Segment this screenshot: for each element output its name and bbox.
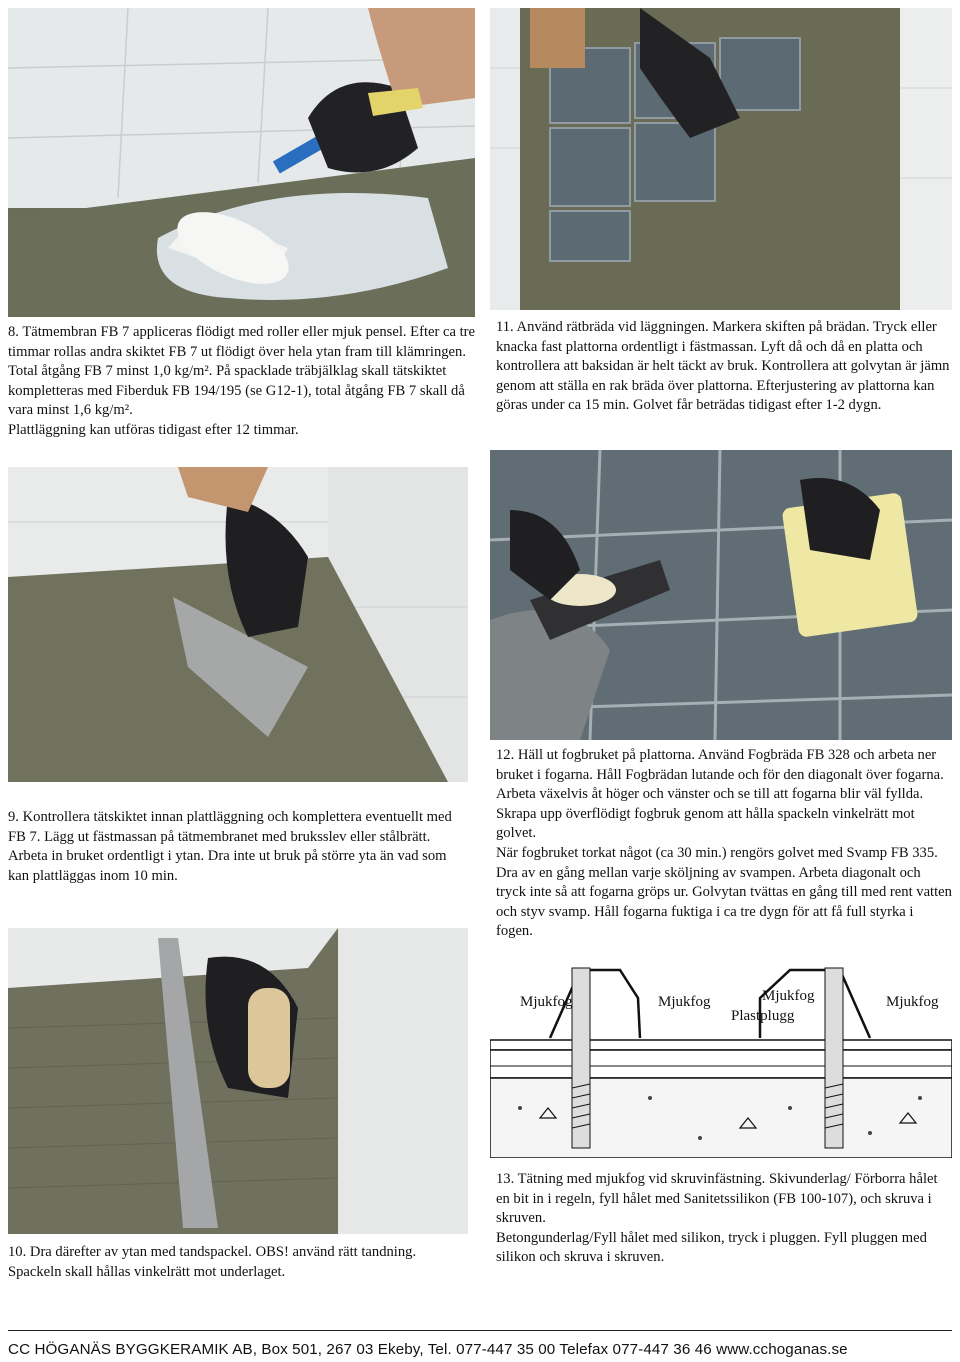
step-9-text [8,808,468,886]
diagram-label-mjukfog-3: Mjukfog [762,988,815,1004]
diagram-label-mjukfog-1: Mjukfog [520,994,573,1010]
step-body: Häll ut fogbruket på plattorna. Använd Fogbräda FB 328 och arbeta ner bruket i fogarna. Håll Fogbrädan lutande och för den diagonalt över fogarna. Arbeta växelvis åt höger och vänster och se till att fogarna blir väl fyllda. Skrapa upp överflödigt fogbruk genom att hålla spackeln vinkelrätt mot golvet. [496,747,944,842]
step-body: Tätmembran FB 7 appliceras flödigt med roller eller mjuk pensel. Efter ca tre timmar rollas andra skiktet FB 7 ut flödigt över hela ytan fram till klämringen. Total åtgång FB 7 minst 1,0 kg/m². På spacklade träbjälklag skall tätskiktet kompletteras med Fiberduk FB 194/195 (se G12-1), total åtgång FB 7 skall då vara minst 1,6 kg/m². [8,324,475,419]
step-number: 10. [8,1244,27,1260]
step-extra: När fogbruket torkat något (ca 30 min.) rengörs golvet med Svamp FB 335. Dra av en gång mellan varje sköljning av svampen. Arbeta diagonalt och tryck inte så att fogarna gröps ur. Golvytan tvättas en gång till med rent vatten och styv svamp. Håll fogarna fuktiga i ca tre dygn för att få full styrka i fogen. [496,844,952,940]
step-number: 12. [496,747,515,763]
diagram-label-plastplugg: Plastplugg [731,1008,795,1024]
step-10-text [8,1243,468,1282]
photo-step-11 [490,8,952,310]
step-body: Kontrollera tätskiktet innan plattläggning och komplettera eventuellt med FB 7. Lägg ut fästmassan på tätmembranet med bruksslev eller stålbrätt. Arbeta in bruket ordentligt i ytan. Dra inte ut bruk på större yta än vad som kan plattläggas inom 10 min. [8,809,452,884]
step-13-text [496,1170,952,1268]
step-extra: Betongunderlag/Fyll hålet med silikon, tryck i pluggen. Fyll pluggen med silikon och skruva i skruven. [496,1229,927,1266]
step-number: 9. [8,809,19,825]
diagram-label-mjukfog-4: Mjukfog [886,994,939,1010]
diagram-step-13 [490,958,952,1158]
step-body: Tätning med mjukfog vid skruvinfästning. Skivunderlag/ Förborra hålet en bit in i regeln, fyll hålet med Sanitetssilikon (FB 100-107), och skruva i skruven. [496,1171,938,1227]
step-body: Använd rätbräda vid läggningen. Markera skiften på brädan. Tryck eller knacka fast plattorna ordentligt i fästmassan. Lyft då och då en platta och kontrollera att baksidan är helt täckt av bruk. Kontrollera att golvytan är jämn genom att ställa en rak bräda över plattorna. Efterjustering av plattorna kan göras under ca 15 min. Golvet får beträdas tidigast efter 1-2 dygn. [496,319,950,414]
step-number: 11. [496,319,514,335]
photo-step-10 [8,928,468,1234]
step-12-text [496,746,952,942]
step-11-text [496,318,952,416]
page-footer: CC HÖGANÄS BYGGKERAMIK AB, Box 501, 267 03 Ekeby, Tel. 077-447 35 00 Telefax 077-447 36 46 www.cchoganas.se [8,1330,952,1358]
step-number: 13. [496,1171,515,1187]
photo-step-8 [8,8,475,317]
step-extra: Plattläggning kan utföras tidigast efter 12 timmar. [8,421,299,438]
step-number: 8. [8,324,19,340]
photo-step-12 [490,450,952,740]
step-8-text [8,323,475,441]
diagram-label-mjukfog-2: Mjukfog [658,994,711,1010]
step-body: Dra därefter av ytan med tandspackel. OBS! använd rätt tandning. Spackeln skall hållas vinkelrätt mot underlaget. [8,1244,417,1280]
photo-step-9 [8,467,468,782]
